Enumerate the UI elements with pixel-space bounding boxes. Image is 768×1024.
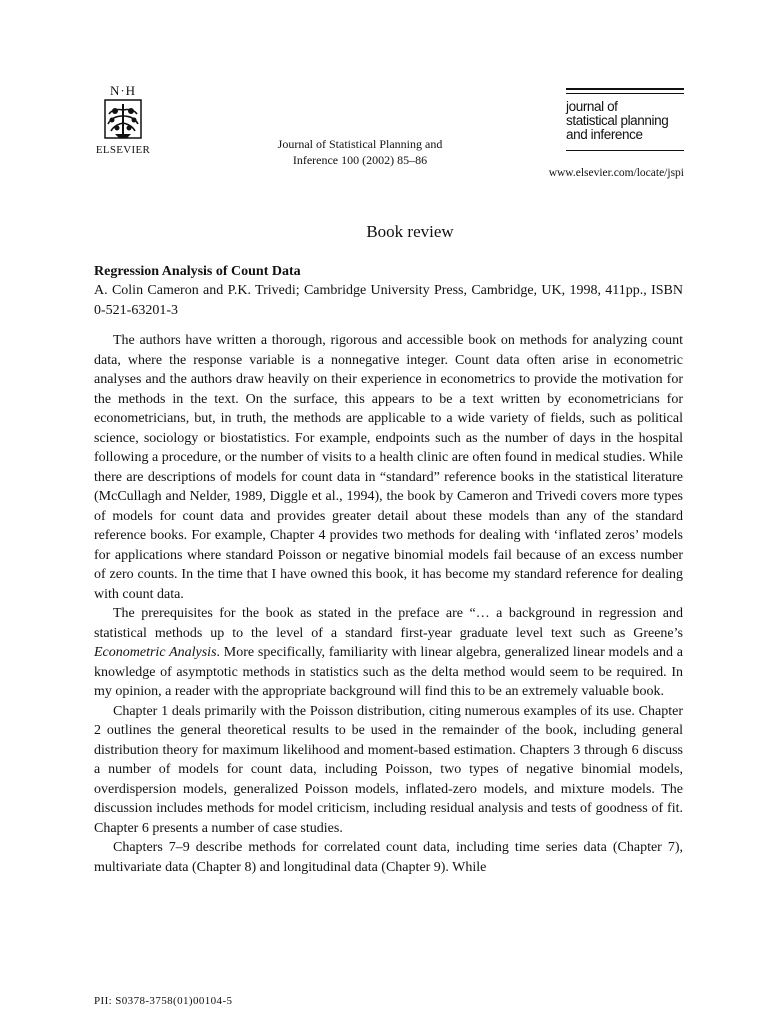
- book-info: [94, 262, 683, 320]
- book-citation: A. Colin Cameron and P.K. Trivedi; Cambridge University Press, Cambridge, UK, 1998, 411pp., ISBN 0-521-63201-3: [94, 283, 683, 318]
- paragraph: Chapters 7–9 describe methods for correlated count data, including time series data (Chapter 7), multivariate data (Chapter 8) and longitudinal data (Chapter 9). While: [94, 840, 683, 875]
- page-header: [0, 0, 768, 200]
- paragraph: The authors have written a thorough, rigorous and accessible book on methods for analyzing count data, where the response variable is a nonnegative integer. Count data often arise in econometric analyses and the authors draw heavily on their experience in econometrics to provide the motivation for the methods in the text. On the surface, this appears to be a text written by econometricians for econometricians, but, in truth, the methods are applicable to a wide variety of fields, such as political science, sociology or biostatistics. For example, endpoints such as the number of days in the hospital following a procedure, or the number of visits to a health clinic are often found in medical studies. While there are descriptions of models for count data in “standard” reference books in the statistical literature (McCullagh and Nelder, 1989, Diggle et al., 1994), the book by Cameron and Trivedi covers more types of models for count data and provides greater detail about these models than any of the standard reference books. For example, Chapter 4 provides two methods for dealing with ‘inflated zeros’ models for applications where standard Poisson or negative binomial models fail because of an excess number of zero counts. In the time that I have owned this book, it has become my standard reference for dealing with count data.: [94, 333, 683, 602]
- review-body: [94, 331, 683, 877]
- publisher-logo: [94, 84, 152, 166]
- section-heading: Book review: [366, 222, 454, 241]
- publisher-name: ELSEVIER: [95, 144, 151, 156]
- paragraph-text: The prerequisites for the book as stated in the preface are “… a background in regression and statistical methods up to the level of a standard first-year graduate level text such as Greene’s: [94, 606, 683, 641]
- journal-brand-block: [566, 88, 684, 154]
- brand-title-line: journal of: [566, 99, 618, 114]
- brand-rule: [566, 150, 684, 151]
- logo-mark-text: N·H: [109, 83, 137, 98]
- brand-rule: [566, 93, 684, 94]
- journal-url-link[interactable]: www.elsevier.com/locate/jspi: [548, 167, 684, 179]
- book-title: Regression Analysis of Count Data: [94, 264, 301, 279]
- journal-citation-line: Journal of Statistical Planning and: [277, 137, 443, 151]
- footer-pii: PII: S0378-3758(01)00104-5: [94, 995, 233, 1007]
- paragraph: Chapter 1 deals primarily with the Poisson distribution, citing numerous examples of its use. Chapter 2 outlines the general theoretical results to be used in the remainder of the book, including general distribution theory for maximum likelihood and moment-based estimation. Chapters 3 through 6 discuss a number of models for count data, including Poisson, two types of negative binomial models, overdispersion models, generalized Poisson models, inflated-zero models, and mixture models. The discussion includes methods for model criticism, including residual analysis and tests of goodness of fit. Chapter 6 presents a number of case studies.: [94, 703, 683, 836]
- brand-title-line: statistical planning: [566, 113, 669, 128]
- brand-rule: [566, 88, 684, 90]
- journal-citation: [250, 136, 470, 168]
- paragraph-text: . More specifically, familiarity with linear algebra, generalized linear models and a knowledge of asymptotic methods in statistics such as the delta method would seem to be required. In my opinion, a reader with the appropriate background will find this to be an extremely valuable book.: [94, 645, 683, 699]
- tree-emblem-icon: [103, 98, 143, 142]
- journal-brand-title: [566, 100, 684, 142]
- paragraph: [94, 604, 683, 702]
- brand-title-line: and inference: [566, 127, 643, 142]
- journal-citation-line: Inference 100 (2002) 85–86: [292, 153, 428, 167]
- book-title-italic: Econometric Analysis: [94, 645, 217, 660]
